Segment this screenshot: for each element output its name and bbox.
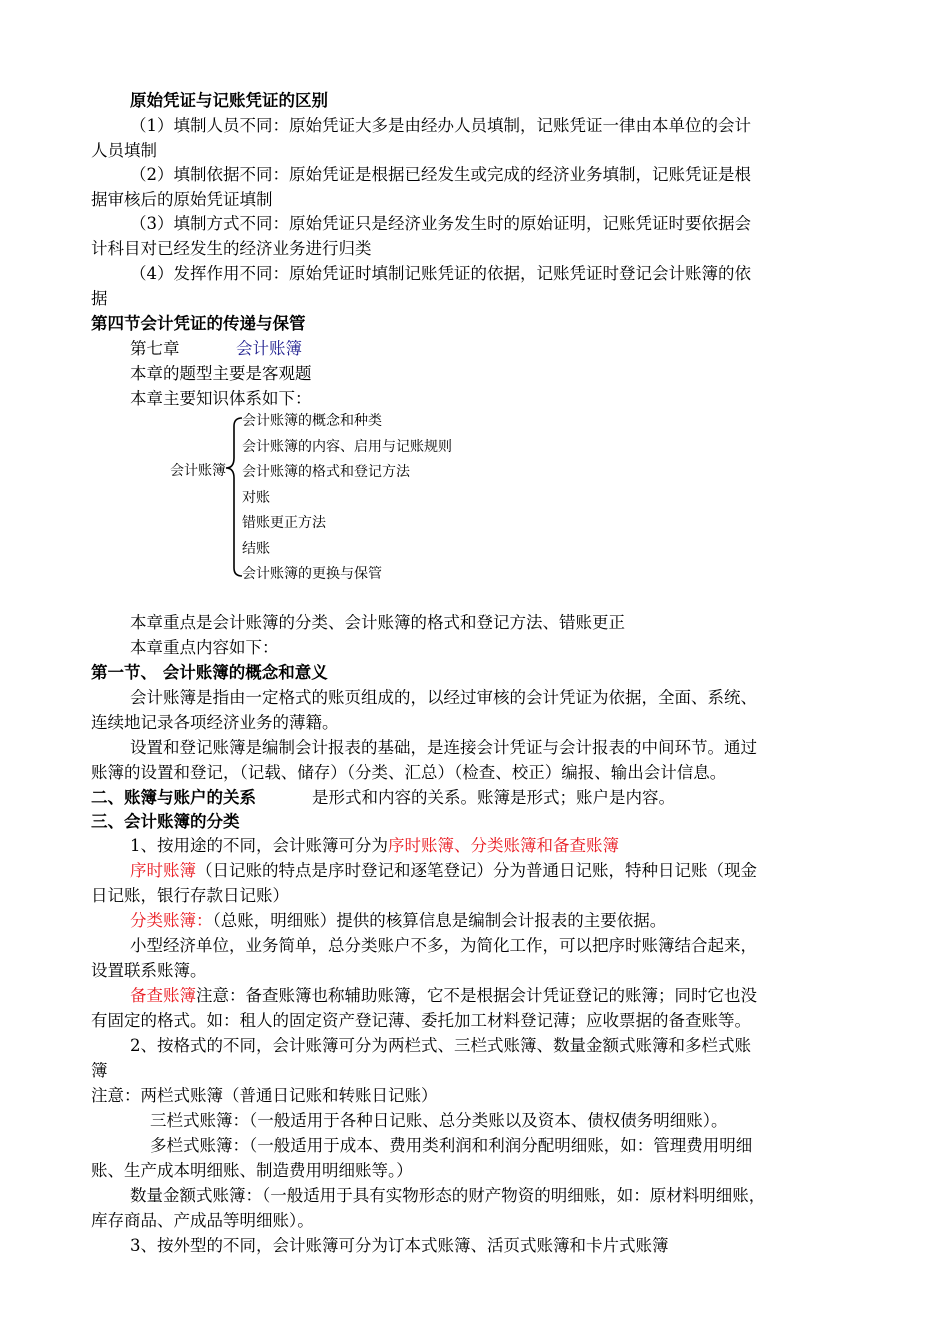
paragraph: 会计账簿是指由一定格式的账页组成的，以经过审核的会计凭证为依据，全面、系统、 (130, 688, 757, 707)
paragraph: 日记账，银行存款日记账） (91, 886, 289, 905)
paragraph: 2、按格式的不同，会计账簿可分为两栏式、三栏式账簿、数量金额式账簿和多栏式账 (130, 1036, 751, 1055)
paragraph: 是形式和内容的关系。账簿是形式；账户是内容。 (312, 788, 675, 807)
paragraph: （1）填制人员不同：原始凭证大多是由经办人员填制，记账凭证一律由本单位的会计 (130, 116, 751, 135)
diagram-item: 会计账簿的格式和登记方法 (242, 464, 410, 480)
paragraph: 多栏式账簿：（一般适用于成本、费用类利润和利润分配明细账，如：管理费用明细 (150, 1136, 753, 1155)
paragraph: 库存商品、产成品等明细账）。 (91, 1211, 314, 1230)
highlight-text: 分类账簿： (130, 911, 213, 930)
paragraph (130, 859, 757, 883)
diagram-item: 会计账簿的更换与保管 (242, 566, 382, 582)
paragraph (130, 984, 757, 1008)
text: （总账，明细账）提供的核算信息是编制会计报表的主要依据。 (212, 911, 667, 930)
paragraph: 账、生产成本明细账、制造费用明细账等。） (91, 1161, 413, 1180)
paragraph: 本章的题型主要是客观题 (130, 364, 312, 383)
diagram-root: 会计账簿 (170, 463, 226, 479)
section-heading-2: 二、账簿与账户的关系 (91, 788, 256, 807)
paragraph: 数量金额式账簿：（一般适用于具有实物形态的财产物资的明细账，如：原材料明细账， (130, 1186, 766, 1205)
paragraph (130, 834, 619, 858)
paragraph: 计科目对已经发生的经济业务进行归类 (91, 239, 372, 258)
paragraph: 有固定的格式。如：租人的固定资产登记薄、委托加工材料登记薄；应收票据的备查账等。 (91, 1011, 751, 1030)
text: 1、按用途的不同，会计账簿可分为 (130, 836, 388, 855)
section-heading-4: 第四节会计凭证的传递与保管 (91, 314, 306, 333)
section-heading-3: 三、会计账簿的分类 (91, 812, 240, 831)
diagram-item: 错账更正方法 (242, 515, 326, 531)
paragraph: （4）发挥作用不同：原始凭证时填制记账凭证的依据，记账凭证时登记会计账簿的依 (130, 264, 751, 283)
text: （日记账的特点是序时登记和逐笔登记）分为普通日记账，特种日记账（现金 (196, 861, 757, 880)
paragraph: 本章重点是会计账簿的分类、会计账簿的格式和登记方法、错账更正 (130, 613, 625, 632)
paragraph (130, 909, 666, 933)
paragraph: 设置联系账簿。 (91, 961, 207, 980)
highlight-text: 序时账簿 (130, 861, 196, 880)
paragraph: 3、按外型的不同，会计账簿可分为订本式账簿、活页式账簿和卡片式账簿 (130, 1236, 669, 1255)
paragraph: 连续地记录各项经济业务的薄籍。 (91, 713, 339, 732)
chapter-number: 第七章 (130, 339, 180, 358)
paragraph: （2）填制依据不同：原始凭证是根据已经发生或完成的经济业务填制，记账凭证是根 (130, 165, 751, 184)
text: 注意：备查账簿也称辅助账簿，它不是根据会计凭证登记的账簿；同时它也没 (196, 986, 757, 1005)
highlight-text: 序时账簿、分类账簿和备查账簿 (388, 836, 619, 855)
section-heading-1: 第一节、 会计账簿的概念和意义 (91, 663, 328, 682)
paragraph: 小型经济单位，业务简单，总分类账户不多，为简化工作，可以把序时账簿结合起来， (130, 936, 757, 955)
chapter-title: 会计账簿 (236, 339, 302, 358)
diagram-item: 结账 (242, 541, 270, 557)
paragraph: 人员填制 (91, 141, 157, 160)
paragraph: 本章主要知识体系如下： (130, 389, 312, 408)
paragraph: 本章重点内容如下： (130, 638, 279, 657)
section-title-voucher-difference: 原始凭证与记账凭证的区别 (130, 91, 328, 110)
knowledge-diagram (160, 408, 490, 590)
paragraph: 簿 (91, 1061, 108, 1080)
paragraph: 注意：两栏式账簿（普通日记账和转账日记账） (91, 1086, 438, 1105)
paragraph: 据 (91, 289, 108, 308)
paragraph: 据审核后的原始凭证填制 (91, 190, 273, 209)
paragraph: 设置和登记账簿是编制会计报表的基础，是连接会计凭证与会计报表的中间环节。通过 (130, 738, 757, 757)
diagram-item: 对账 (242, 490, 270, 506)
highlight-text: 备查账簿 (130, 986, 196, 1005)
paragraph: （3）填制方式不同：原始凭证只是经济业务发生时的原始证明，记账凭证时要依据会 (130, 214, 751, 233)
paragraph: 三栏式账簿：（一般适用于各种日记账、总分类账以及资本、债权债务明细账）。 (150, 1111, 728, 1130)
diagram-item: 会计账簿的内容、启用与记账规则 (242, 439, 452, 455)
paragraph: 账簿的设置和登记，（记载、储存）（分类、汇总）（检查、校正）编报、输出会计信息。 (91, 763, 727, 782)
diagram-item: 会计账簿的概念和种类 (242, 413, 382, 429)
